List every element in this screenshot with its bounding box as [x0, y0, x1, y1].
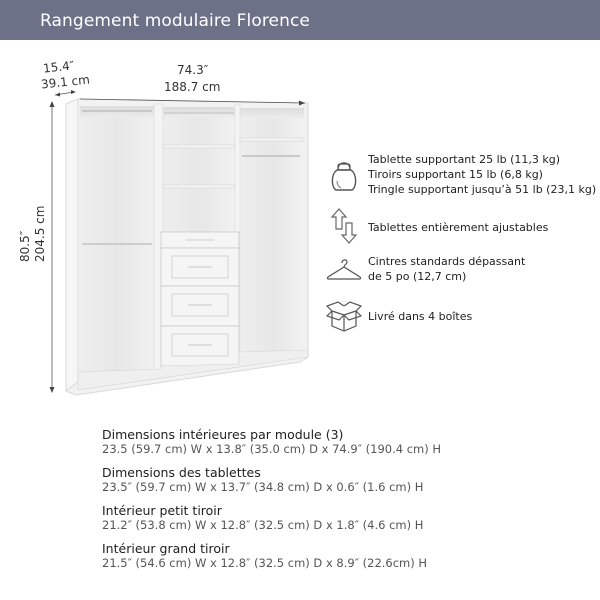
depth-cm-label: 39.1 cm: [40, 72, 91, 92]
height-inches-label: 80.5″: [18, 230, 32, 262]
width-inches-label: 74.3″: [177, 63, 209, 77]
spec-title: Intérieur petit tiroir: [102, 503, 222, 518]
spec-title: Dimensions des tablettes: [102, 465, 261, 480]
spec-list: [102, 427, 441, 579]
depth-inches-label: 15.4″: [42, 58, 75, 76]
width-cm-label: 188.7 cm: [164, 80, 221, 94]
adjustable-arrows-icon: [324, 207, 364, 245]
feature-text: Tablette supportant 25 lb (11,3 kg) Tiroirs supportant 15 lb (6,8 kg) Tringle supportant jusqu’à 51 lb (23,1 kg): [368, 153, 597, 196]
feature-text: Tablettes entièrement ajustables: [368, 221, 549, 234]
page-title: Rangement modulaire Florence: [40, 11, 310, 31]
spec-value: 23.5 (59.7 cm) W x 13.8″ (35.0 cm) D x 74.9″ (190.4 cm) H: [102, 442, 442, 456]
height-cm-label: 204.5 cm: [33, 205, 47, 262]
spec-shelf-dimensions: [102, 465, 441, 494]
feature-weight-capacity: [324, 152, 596, 197]
spec-title: Dimensions intérieures par module (3): [102, 427, 344, 442]
spec-interior-module: [102, 427, 441, 456]
spec-title: Intérieur grand tiroir: [102, 541, 230, 556]
spec-small-drawer: [102, 503, 441, 532]
feature-text: Cintres standards dépassant de 5 po (12,7 cm): [368, 255, 526, 283]
feature-delivery-boxes: [324, 300, 472, 332]
kettlebell-icon: [324, 157, 364, 193]
spec-value: 23.5″ (59.7 cm) W x 13.7″ (34.8 cm) D x 0.6″ (1.6 cm) H: [102, 480, 424, 494]
spec-value: 21.2″ (53.8 cm) W x 12.8″ (32.5 cm) D x 1.8″ (4.6 cm) H: [102, 518, 424, 532]
feature-hanger-clearance: [324, 254, 525, 284]
box-icon: [324, 300, 364, 332]
spec-large-drawer: [102, 541, 441, 570]
spec-value: 21.5″ (54.6 cm) W x 12.8″ (32.5 cm) D x 8.9″ (22.6cm) H: [102, 556, 428, 570]
feature-adjustable-shelves: [324, 207, 548, 245]
hanger-icon: [324, 256, 364, 282]
feature-text: Livré dans 4 boîtes: [368, 309, 473, 323]
